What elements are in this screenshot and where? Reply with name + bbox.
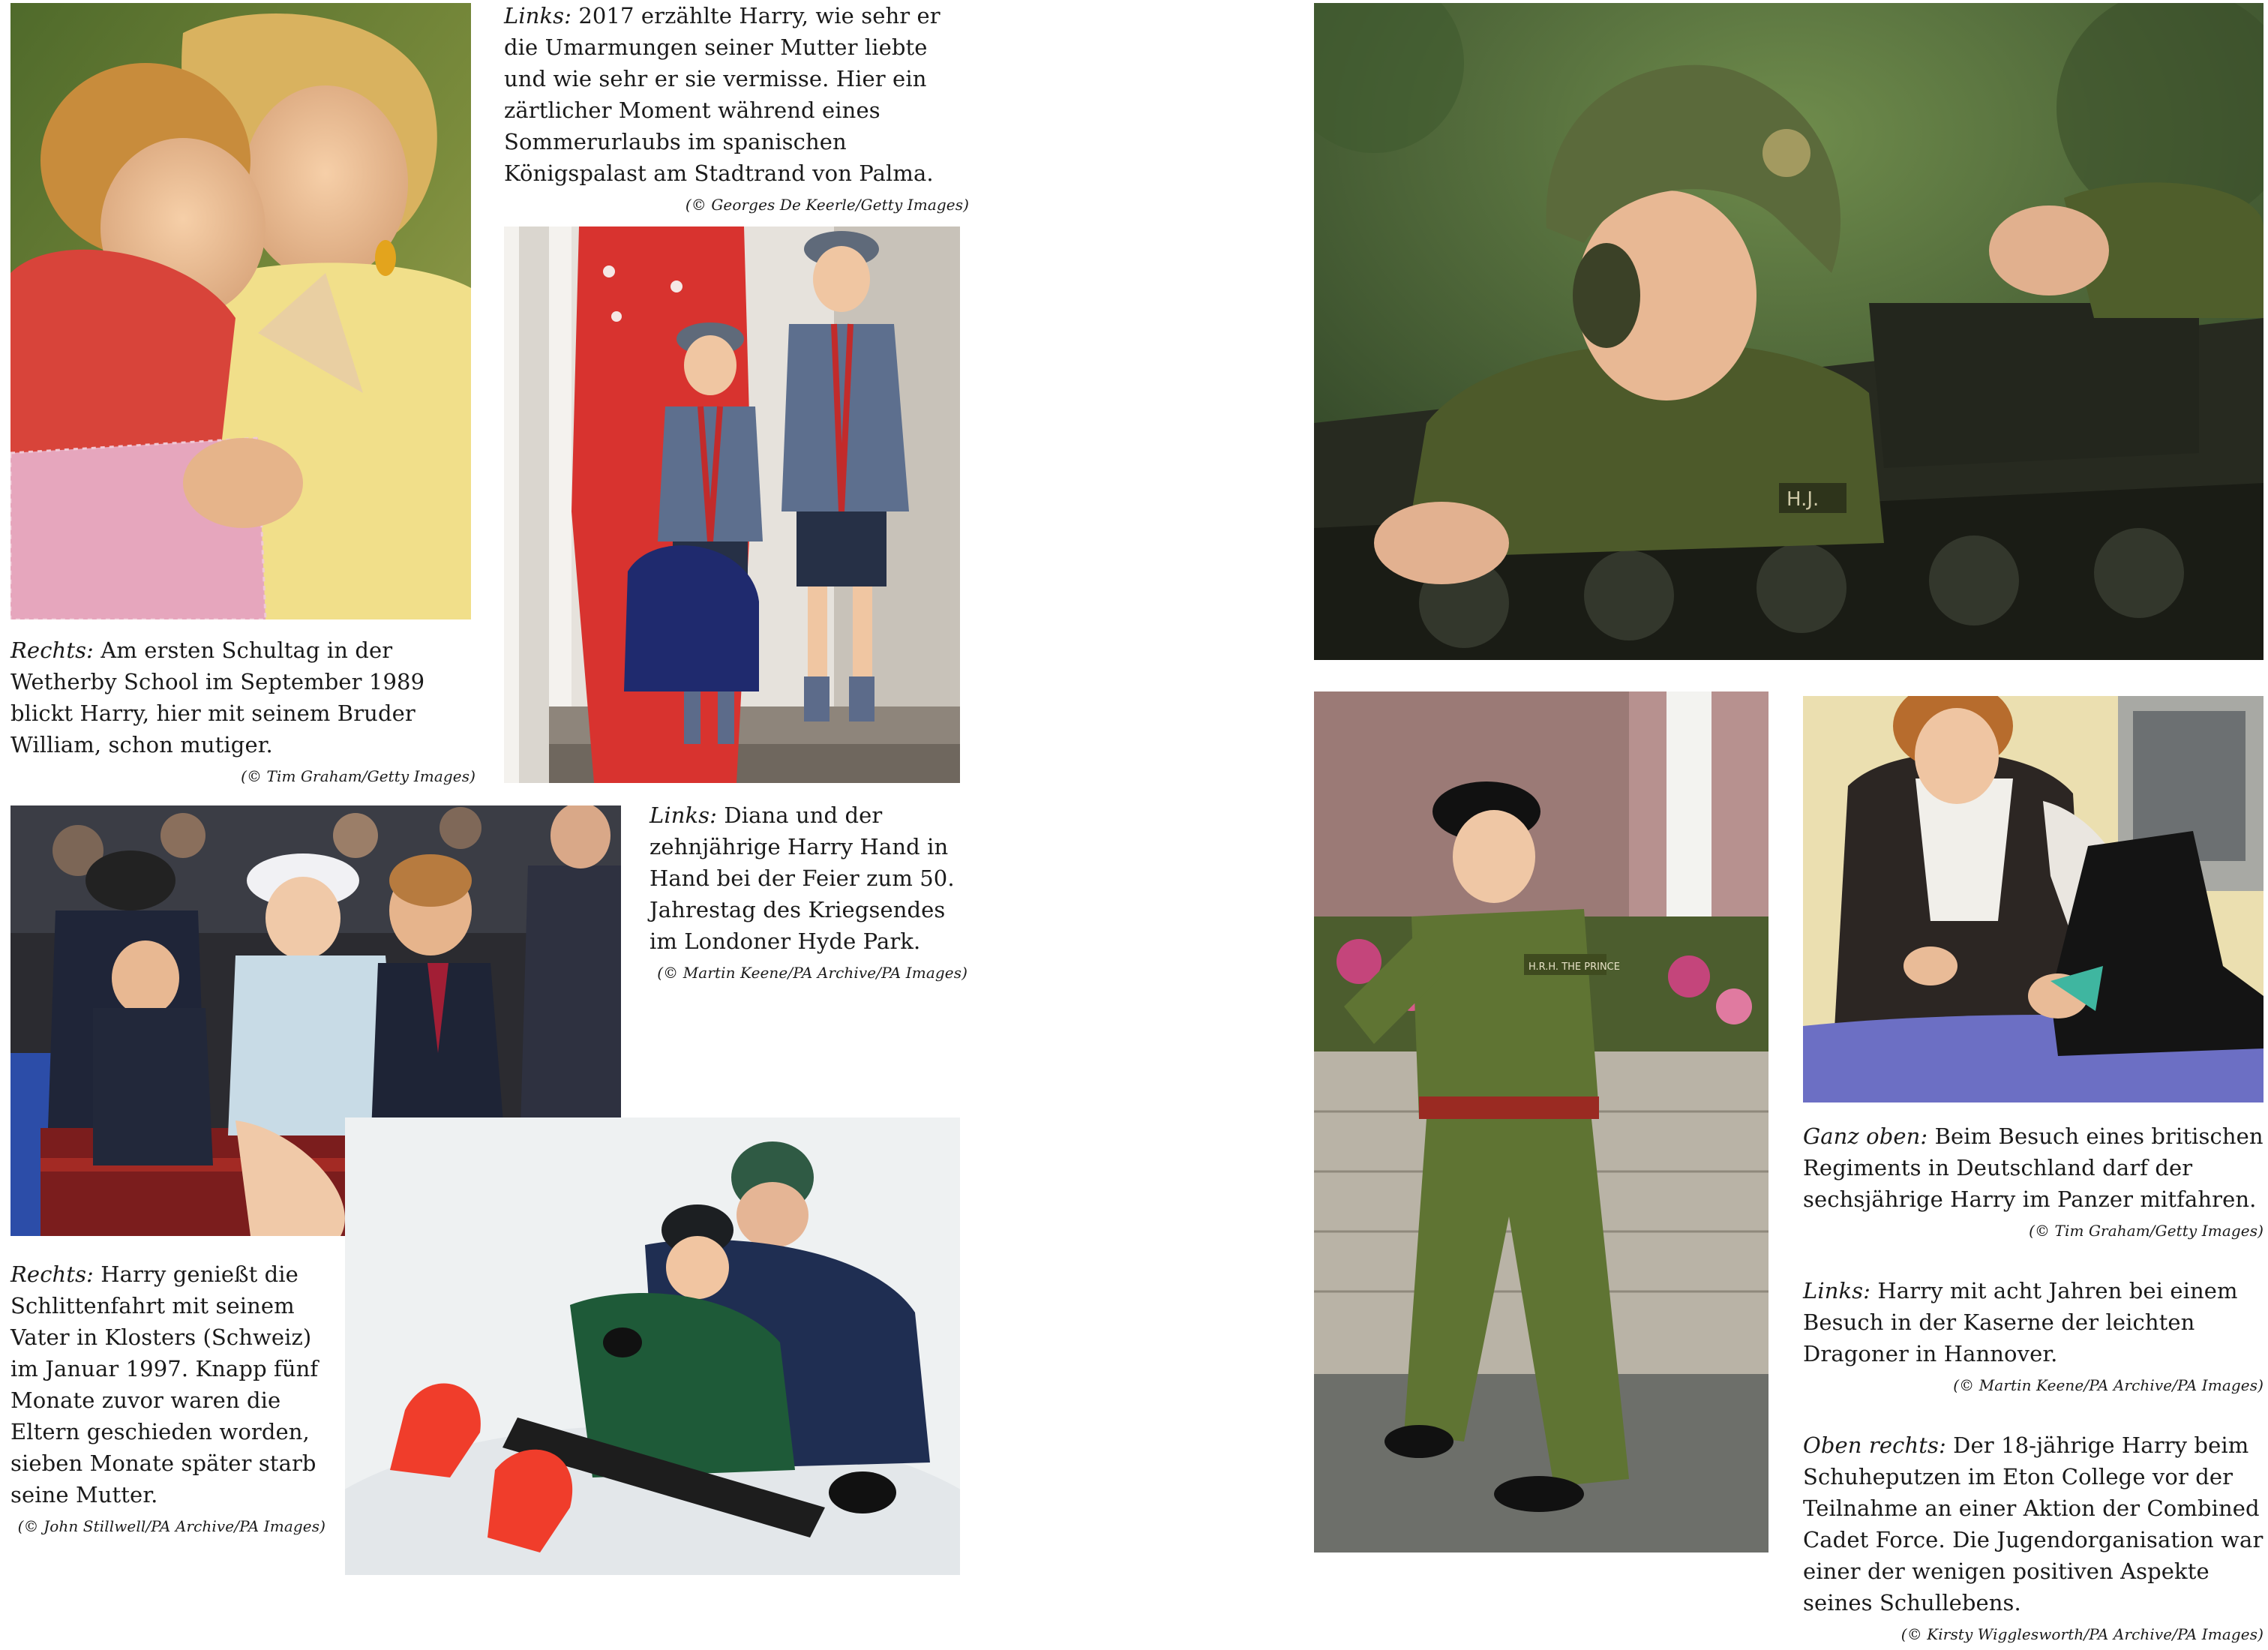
- caption-klosters-credit: (© John Stillwell/PA Archive/PA Images): [17, 1517, 326, 1535]
- caption-eton-body: Der 18-jährige Harry beim Schuheputzen im Eton College vor der Teilnahme an einer Aktion der Combined Cadet Force. Die Jugendorganisation war einer der wenigen positiven Aspekte seines Schullebens.: [1803, 1432, 2264, 1616]
- caption-panzer-credit: (© Tim Graham/Getty Images): [2029, 1222, 2264, 1240]
- caption-klosters-body: Harry genießt die Schlittenfahrt mit seinem Vater in Klosters (Schweiz) im Januar 1997. Knapp fünf Monate zuvor waren die Eltern geschieden worden, sieben Monate später starb seine Mutter.: [10, 1262, 319, 1508]
- caption-palma: [504, 0, 969, 214]
- caption-palma-body: 2017 erzählte Harry, wie sehr er die Umarmungen seiner Mutter liebte und wie sehr er sie vermisse. Hier ein zärtlicher Moment während eines Sommerurlaubs im spanischen Königspalast am Stadtrand von Palma.: [504, 3, 940, 186]
- caption-hyde-park-lead: Links:: [650, 802, 718, 828]
- caption-hyde-park-credit: (© Martin Keene/PA Archive/PA Images): [657, 964, 968, 982]
- photo-school-day: [504, 226, 960, 783]
- photo-eton-boots: [1803, 696, 2264, 1102]
- caption-wetherby: [10, 634, 476, 786]
- photo-hannover-barracks: [1314, 692, 1768, 1552]
- caption-wetherby-credit: (© Tim Graham/Getty Images): [241, 767, 476, 785]
- caption-hyde-park: [650, 800, 968, 982]
- caption-palma-lead: Links:: [504, 3, 572, 28]
- caption-panzer-body: Beim Besuch eines britischen Regiments in Deutschland darf der sechsjährige Harry im Panzer mitfahren.: [1803, 1124, 2264, 1212]
- caption-eton: [1803, 1430, 2264, 1644]
- caption-panzer: [1803, 1120, 2264, 1240]
- caption-panzer-text: [1803, 1120, 2264, 1215]
- caption-palma-text: [504, 0, 969, 189]
- caption-eton-lead: Oben rechts:: [1803, 1432, 1946, 1458]
- caption-panzer-lead: Ganz oben:: [1803, 1124, 1928, 1149]
- helmet-tag: H.J.: [1786, 488, 1820, 511]
- caption-palma-credit: (© Georges De Keerle/Getty Images): [685, 196, 969, 214]
- name-tag: H.R.H. THE PRINCE: [1528, 962, 1620, 973]
- caption-hannover-credit: (© Martin Keene/PA Archive/PA Images): [1953, 1376, 2264, 1394]
- caption-wetherby-text: [10, 634, 476, 760]
- caption-hannover-lead: Links:: [1803, 1278, 1871, 1304]
- caption-hyde-park-body: Diana und der zehnjährige Harry Hand in Hand bei der Feier zum 50. Jahrestag des Kriegsendes im Londoner Hyde Park.: [650, 802, 955, 954]
- caption-hannover: [1803, 1275, 2264, 1395]
- caption-klosters-lead: Rechts:: [10, 1262, 94, 1287]
- photo-sledge-klosters: [345, 1118, 960, 1575]
- caption-hyde-park-text: [650, 800, 968, 957]
- caption-eton-credit: (© Kirsty Wigglesworth/PA Archive/PA Images): [1900, 1625, 2264, 1643]
- caption-klosters: [10, 1258, 326, 1536]
- photo-mother-hug: [10, 3, 471, 620]
- caption-wetherby-lead: Rechts:: [10, 638, 94, 663]
- caption-eton-text: [1803, 1430, 2264, 1618]
- caption-hannover-text: [1803, 1275, 2264, 1370]
- caption-wetherby-body: Am ersten Schultag in der Wetherby School im September 1989 blickt Harry, hier mit seinem Bruder William, schon mutiger.: [10, 638, 425, 758]
- caption-hannover-body: Harry mit acht Jahren bei einem Besuch in der Kaserne der leichten Dragoner in Hannover.: [1803, 1278, 2238, 1366]
- caption-klosters-text: [10, 1258, 326, 1510]
- photo-tank: [1314, 3, 2264, 660]
